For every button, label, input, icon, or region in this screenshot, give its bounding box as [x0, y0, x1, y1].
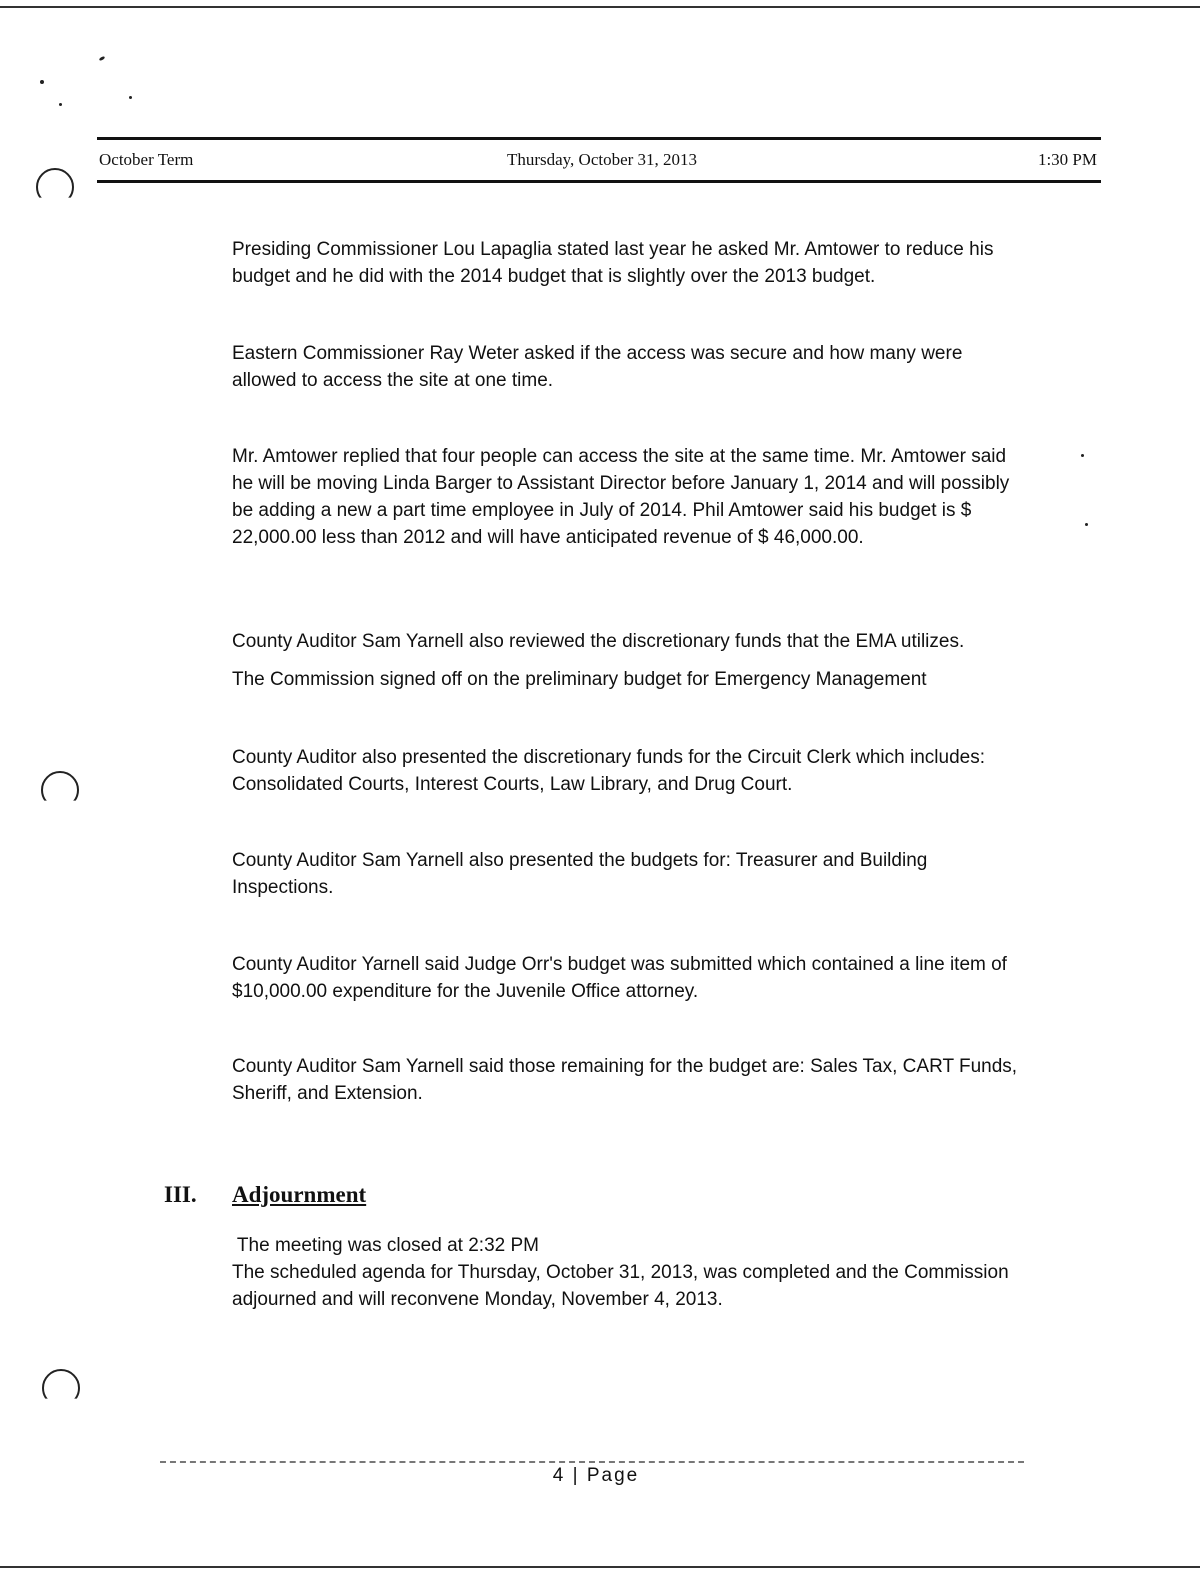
header-rule-bottom: [97, 180, 1101, 183]
minutes-paragraph: Mr. Amtower replied that four people can access the site at the same time. Mr. Amtower said he will be moving Linda Barger to Assistant Director before January 1, 2014 and will possibly be adding a new a part time employee in July of 2014. Phil Amtower said his budget is $ 22,000.00 less than 2012 and will have anticipated revenue of $ 46,000.00.: [232, 446, 1010, 548]
minutes-paragraph: Eastern Commissioner Ray Weter asked if the access was secure and how many were allowed to access the site at one time.: [232, 343, 963, 391]
scan-speck: [99, 56, 106, 62]
minutes-paragraph: County Auditor Yarnell said Judge Orr's budget was submitted which contained a line item of $10,000.00 expenditure for the Juvenile Office attorney.: [232, 954, 1007, 1002]
header-time: 1:30 PM: [1037, 150, 1097, 169]
minutes-paragraph: Presiding Commissioner Lou Lapaglia stated last year he asked Mr. Amtower to reduce his budget and he did with the 2014 budget that is slightly over the 2013 budget.: [232, 239, 994, 287]
minutes-paragraph: County Auditor also presented the discretionary funds for the Circuit Clerk which includes: Consolidated Courts, Interest Courts, Law Library, and Drug Court.: [232, 747, 985, 795]
header-term: October Term: [99, 150, 194, 169]
header-rule-top: [97, 137, 1101, 140]
adjournment-line: The scheduled agenda for Thursday, October 31, 2013, was completed and the Commission adjourned and will reconvene Monday, November 4, 2013.: [232, 1262, 1009, 1310]
scan-speck: [1085, 523, 1088, 526]
adjournment-line: The meeting was closed at 2:32 PM: [232, 1235, 539, 1256]
page-bottom-edge: [0, 1566, 1200, 1568]
minutes-paragraph: The Commission signed off on the preliminary budget for Emergency Management: [232, 669, 927, 690]
header-date: Thursday, October 31, 2013: [506, 150, 698, 169]
punch-hole: [42, 1369, 80, 1407]
footer-rule: [160, 1461, 1024, 1463]
scan-speck: [59, 103, 62, 106]
section-number: III.: [164, 1182, 197, 1207]
scan-speck: [1081, 454, 1084, 457]
scan-speck: [40, 80, 44, 84]
minutes-paragraph: County Auditor Sam Yarnell also reviewed the discretionary funds that the EMA utilizes.: [232, 631, 965, 652]
scan-speck: [129, 96, 132, 99]
punch-hole: [36, 168, 74, 206]
minutes-paragraph: County Auditor Sam Yarnell said those remaining for the budget are: Sales Tax, CART Funds, Sheriff, and Extension.: [232, 1056, 1018, 1104]
section-title: Adjournment: [232, 1182, 367, 1207]
punch-hole: [41, 771, 79, 809]
page-number: 4 | Page: [552, 1465, 640, 1486]
page-top-edge: [0, 6, 1200, 8]
minutes-paragraph: County Auditor Sam Yarnell also presented the budgets for: Treasurer and Building Inspections.: [232, 850, 928, 898]
